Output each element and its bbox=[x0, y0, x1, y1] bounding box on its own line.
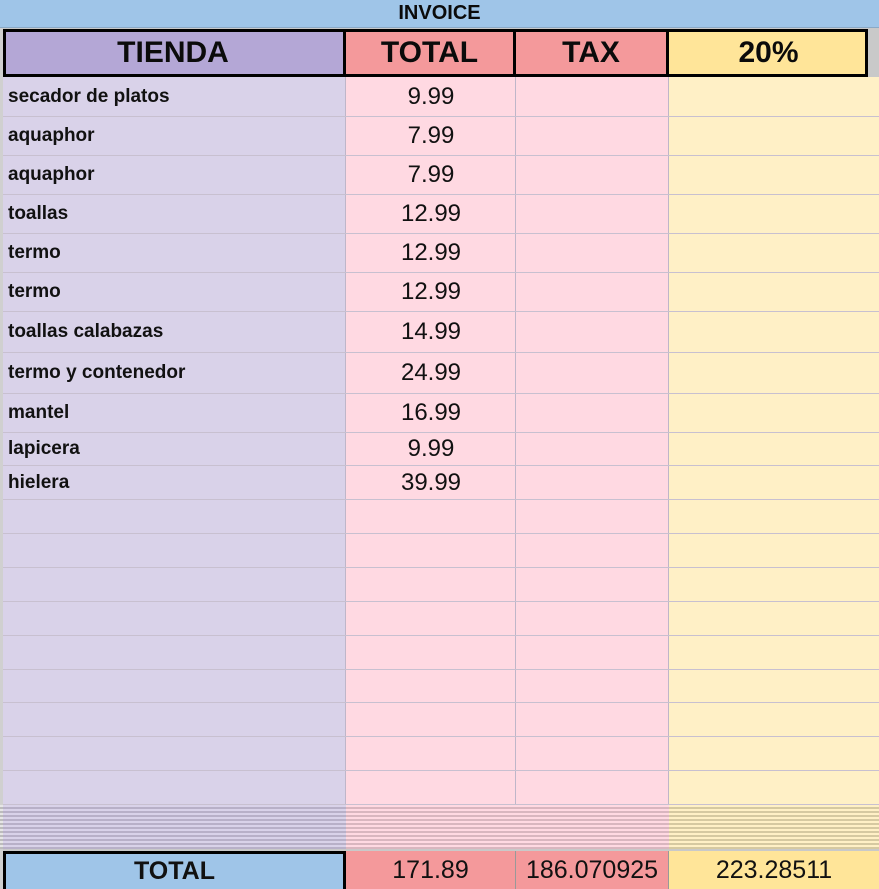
table-row bbox=[3, 534, 879, 568]
item-name-cell[interactable] bbox=[8, 602, 343, 635]
item-total-cell[interactable]: 12.99 bbox=[400, 239, 462, 266]
header-20-percent[interactable]: 20% bbox=[669, 29, 868, 77]
table-row bbox=[3, 500, 879, 534]
table-row bbox=[3, 156, 879, 195]
item-total-cell[interactable] bbox=[346, 568, 516, 601]
table-row bbox=[3, 703, 879, 737]
table-row bbox=[3, 636, 879, 670]
item-name-cell[interactable] bbox=[8, 636, 343, 669]
item-name-cell[interactable]: lapicera bbox=[8, 438, 80, 459]
item-name-cell[interactable]: aquaphor bbox=[8, 164, 95, 185]
invoice-title[interactable]: INVOICE bbox=[0, 0, 879, 28]
item-total-cell[interactable] bbox=[346, 500, 516, 533]
item-total-cell[interactable]: 12.99 bbox=[400, 278, 462, 305]
table-row bbox=[3, 312, 879, 353]
table-row bbox=[3, 117, 879, 156]
footer-tax-value[interactable]: 186.070925 bbox=[516, 851, 669, 889]
header-tienda[interactable]: TIENDA bbox=[3, 29, 346, 77]
item-name-cell[interactable]: aquaphor bbox=[8, 125, 95, 146]
item-name-cell[interactable]: termo y contenedor bbox=[8, 362, 186, 383]
table-row bbox=[3, 234, 879, 273]
table-row bbox=[3, 433, 879, 466]
item-total-cell[interactable]: 7.99 bbox=[407, 161, 455, 188]
item-name-cell[interactable] bbox=[8, 568, 343, 601]
item-total-cell[interactable]: 9.99 bbox=[407, 435, 455, 462]
table-row bbox=[3, 602, 879, 636]
item-name-cell[interactable] bbox=[8, 670, 343, 702]
item-name-cell[interactable] bbox=[8, 534, 343, 567]
item-total-cell[interactable]: 16.99 bbox=[400, 399, 462, 426]
table-row bbox=[3, 195, 879, 234]
header-tax[interactable]: TAX bbox=[516, 29, 669, 77]
item-name-cell[interactable]: termo bbox=[8, 242, 61, 263]
table-row bbox=[3, 353, 879, 394]
item-name-cell[interactable] bbox=[8, 771, 343, 804]
table-row bbox=[3, 394, 879, 433]
item-total-cell[interactable] bbox=[346, 602, 516, 635]
table-row bbox=[3, 568, 879, 602]
table-row bbox=[3, 771, 879, 805]
item-total-cell[interactable] bbox=[346, 636, 516, 669]
footer-20-percent-value[interactable]: 223.28511 bbox=[669, 851, 879, 889]
table-row bbox=[3, 273, 879, 312]
table-row bbox=[3, 466, 879, 500]
item-name-cell[interactable]: toallas bbox=[8, 203, 69, 224]
item-total-cell[interactable] bbox=[346, 534, 516, 567]
item-name-cell[interactable] bbox=[8, 703, 343, 736]
item-total-cell[interactable] bbox=[346, 703, 516, 736]
table-row bbox=[3, 670, 879, 703]
header-total[interactable]: TOTAL bbox=[346, 29, 516, 77]
item-total-cell[interactable]: 14.99 bbox=[400, 318, 462, 345]
item-total-cell[interactable]: 12.99 bbox=[400, 200, 462, 227]
item-name-cell[interactable]: hielera bbox=[8, 471, 70, 493]
table-row bbox=[3, 77, 879, 117]
item-total-cell[interactable] bbox=[346, 737, 516, 770]
item-total-cell[interactable] bbox=[346, 670, 516, 702]
item-name-cell[interactable]: toallas calabazas bbox=[8, 321, 164, 342]
footer-total-label[interactable]: TOTAL bbox=[3, 851, 346, 889]
item-name-cell[interactable] bbox=[8, 500, 343, 533]
item-name-cell[interactable]: secador de platos bbox=[8, 85, 170, 107]
item-name-cell[interactable] bbox=[8, 737, 343, 770]
item-name-cell[interactable]: termo bbox=[8, 281, 61, 302]
item-name-cell[interactable]: mantel bbox=[8, 402, 70, 423]
table-row bbox=[3, 737, 879, 771]
item-total-cell[interactable]: 24.99 bbox=[400, 359, 462, 386]
item-total-cell[interactable]: 9.99 bbox=[407, 82, 455, 110]
item-total-cell[interactable]: 7.99 bbox=[407, 122, 455, 149]
footer-total-value[interactable]: 171.89 bbox=[346, 851, 516, 889]
item-total-cell[interactable] bbox=[346, 771, 516, 804]
hidden-rows-indicator[interactable] bbox=[0, 805, 879, 849]
item-total-cell[interactable]: 39.99 bbox=[400, 468, 462, 496]
